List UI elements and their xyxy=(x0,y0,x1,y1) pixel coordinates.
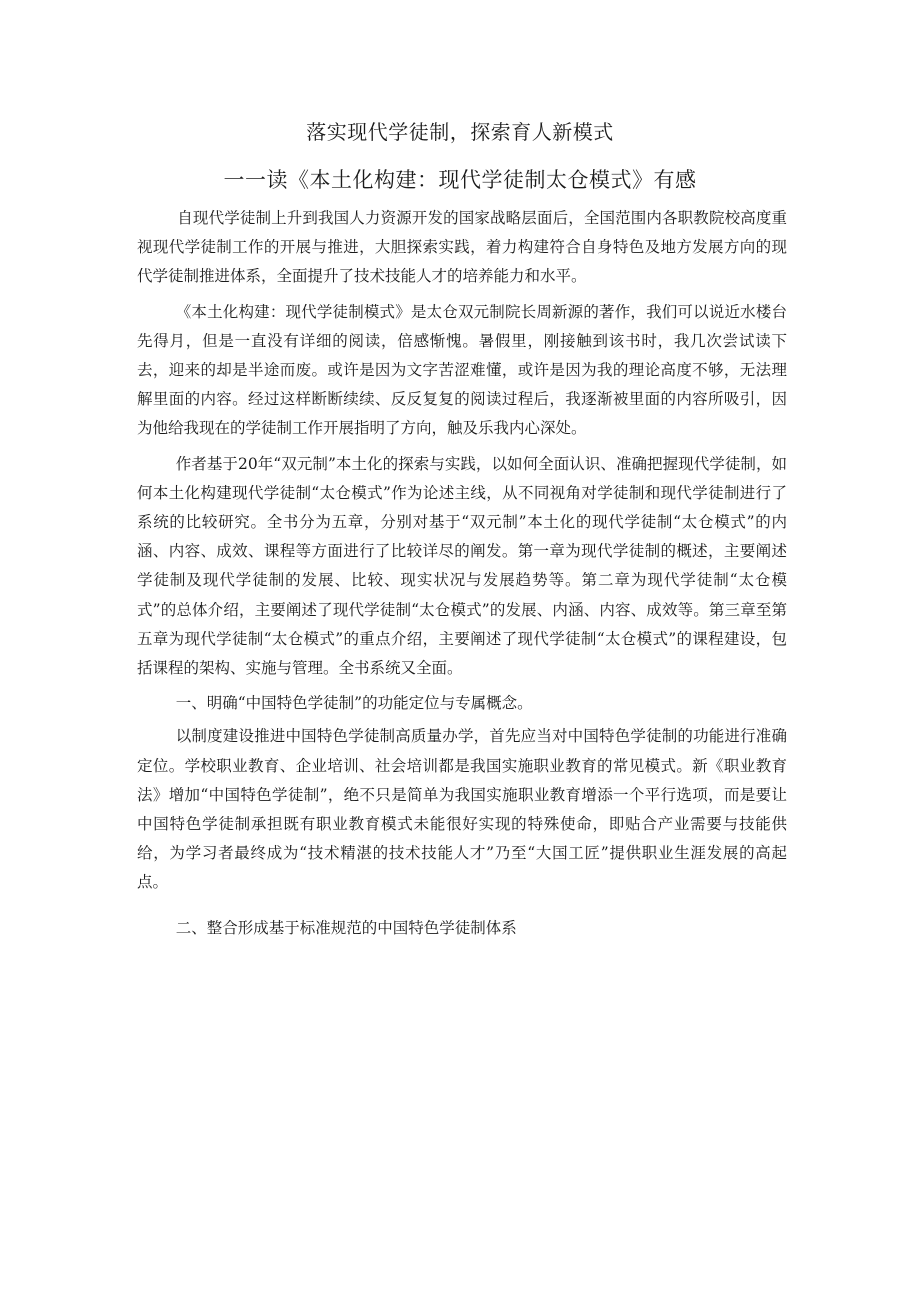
paragraph-intro: 自现代学徒制上升到我国人力资源开发的国家战略层面后，全国范围内各职教院校高度重视现代学徒制工作的开展与推进，大胆探索实践，着力构建符合自身特色及地方发展方向的现代学徒制推进体系，全面提升了技术技能人才的培养能力和水平。 xyxy=(137,209,787,286)
document-body xyxy=(137,204,787,949)
section-heading-1: 一、明确“中国特色学徒制”的功能定位与专属概念。 xyxy=(175,694,533,713)
section-heading-2: 二、整合形成基于标准规范的中国特色学徒制体系 xyxy=(175,918,517,937)
paragraph-book-summary: 作者基于20年“双元制”本土化的探索与实践，以如何全面认识、准确把握现代学徒制，如何本土化构建现代学徒制“太仓模式”作为论述主线，从不同视角对学徒制和现代学徒制进行了系统的比较研究。全书分为五章，分别对基于“双元制”本土化的现代学徒制“太仓模式”的内涵、内容、成效、课程等方面进行了比较详尽的阐发。第一章为现代学徒制的概述，主要阐述学徒制及现代学徒制的发展、比较、现实状况与发展趋势等。第二章为现代学徒制“太仓模式”的总体介绍，主要阐述了现代学徒制“太仓模式”的发展、内涵、内容、成效等。第三章至第五章为现代学徒制“太仓模式”的重点介绍，主要阐述了现代学徒制“太仓模式”的课程建设，包括课程的架构、实施与管理。全书系统又全面。 xyxy=(137,454,787,678)
paragraph-reading-experience: 《本土化构建：现代学徒制模式》是太仓双元制院长周新源的著作，我们可以说近水楼台先得月，但是一直没有详细的阅读，倍感惭愧。暑假里，刚接触到该书时，我几次尝试读下去，迎来的却是半途而废。或许是因为文字苦涩难懂，或许是因为我的理论高度不够，无法理解里面的内容。经过这样断断续续、反反复复的阅读过程后，我逐渐被里面的内容所吸引，因为他给我现在的学徒制工作开展指明了方向，触及乐我内心深处。 xyxy=(137,302,787,438)
document-title: 落实现代学徒制，探索育人新模式 xyxy=(306,120,614,144)
paragraph-section-1: 以制度建设推进中国特色学徒制高质量办学，首先应当对中国特色学徒制的功能进行准确定位。学校职业教育、企业培训、社会培训都是我国实施职业教育的常见模式。新《职业教育法》增加“中国特色学徒制”，绝不只是简单为我国实施职业教育增添一个平行选项，而是要让中国特色学徒制承担既有职业教育模式未能很好实现的特殊使命，即贴合产业需要与技能供给，为学习者最终成为“技术精湛的技术技能人才”乃至“大国工匠”提供职业生涯发展的高起点。 xyxy=(137,727,787,892)
document-subtitle: 一一读《本土化构建：现代学徒制太仓模式》有感 xyxy=(223,168,697,192)
